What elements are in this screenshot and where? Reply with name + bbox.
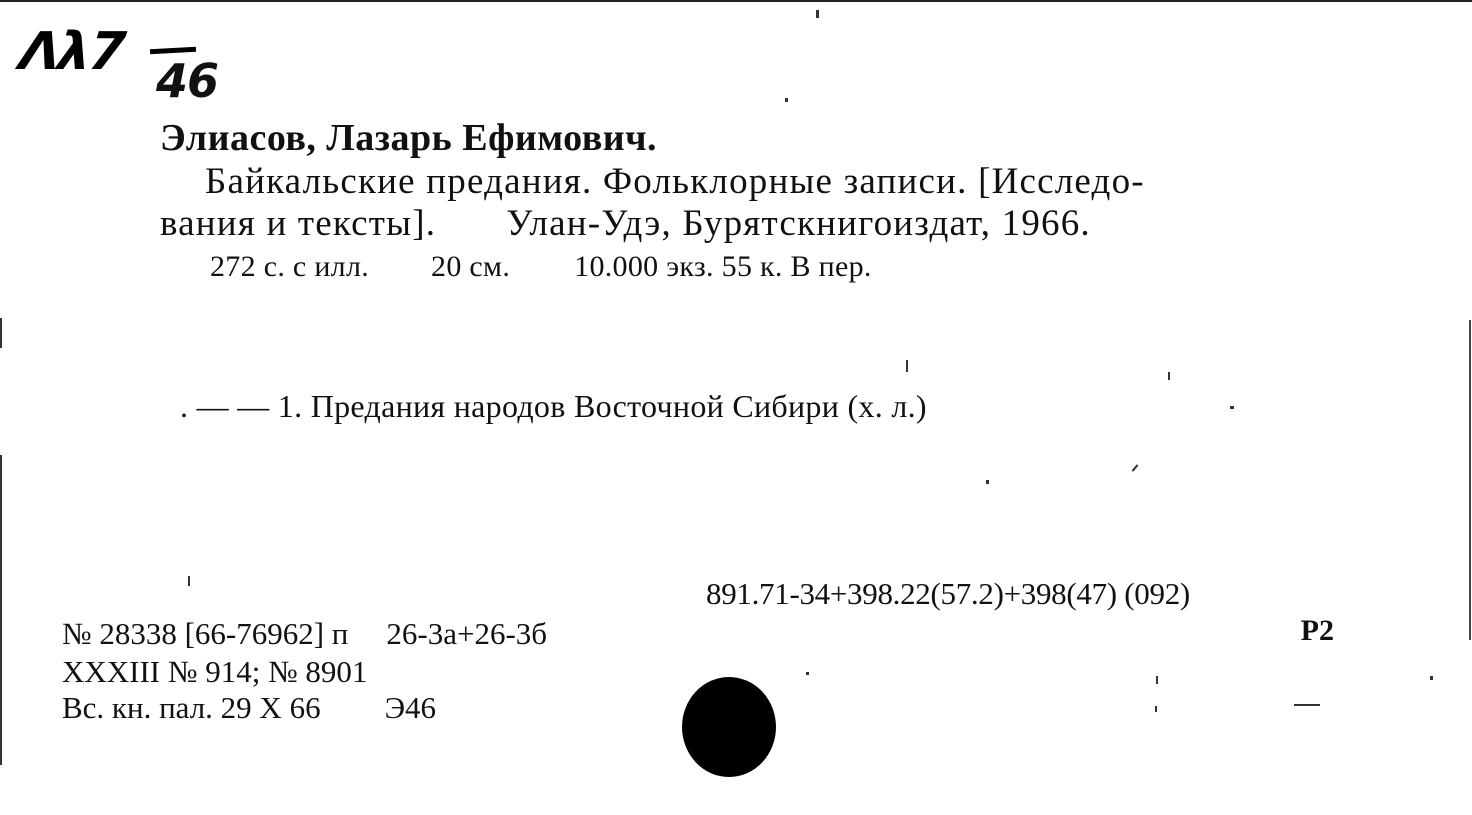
author-mark: Э46 [384,690,437,725]
speck [986,480,989,484]
speck [785,98,788,102]
udc-classification: 891.71-34+398.22(57.2)+398(47) (092) [706,576,1190,611]
speck [1294,704,1320,706]
registry-number: № 28338 [66-76962] п [62,616,349,651]
card-right-edge [1469,320,1471,640]
speck [1430,676,1433,680]
speck [1168,372,1170,380]
card-punch-hole [682,677,776,777]
classification-code: Р2 [1300,614,1334,647]
card-top-edge [0,0,1472,2]
author-heading: Элиасов, Лазарь Ефимович. [160,117,658,159]
title-line-2-end: вания и тексты]. [160,203,437,244]
title-line-1: Байкальские предания. Фольклорные записи. [Исследо- [205,161,1145,202]
speck [906,360,908,372]
fraction-denominator: 46 [156,54,219,108]
collation-size: 20 см. [431,250,511,283]
book-chamber-stamp: Вс. кн. пал. 29 X 66 [62,690,321,725]
title-line-2 [160,202,1091,245]
registry-line [62,616,547,652]
handwritten-shelfmark: Λλ7 [16,22,127,82]
speck [1156,676,1158,684]
speck [816,10,819,18]
subject-tracing: . — — 1. Предания народов Восточной Сибири (х. л.) [180,388,927,424]
speck [806,672,809,675]
speck [1230,406,1234,409]
series-line: XXXIII № 914; № 8901 [62,654,368,689]
collation-pages: 272 с. с илл. [210,250,370,283]
collation-line [210,250,872,284]
collation-print-run: 10.000 экз. 55 к. В пер. [574,250,872,283]
chamber-line [62,690,436,726]
bbk-index: 26-3а+26-3б [386,616,548,651]
handwritten-fraction [150,40,230,120]
speck [1132,464,1139,471]
card-left-edge-mark [0,318,2,348]
speck [188,576,190,586]
speck [1155,706,1157,712]
imprint: Улан-Удэ, Бурятскнигоиздат, 1966. [506,203,1091,244]
card-left-edge [0,455,2,765]
